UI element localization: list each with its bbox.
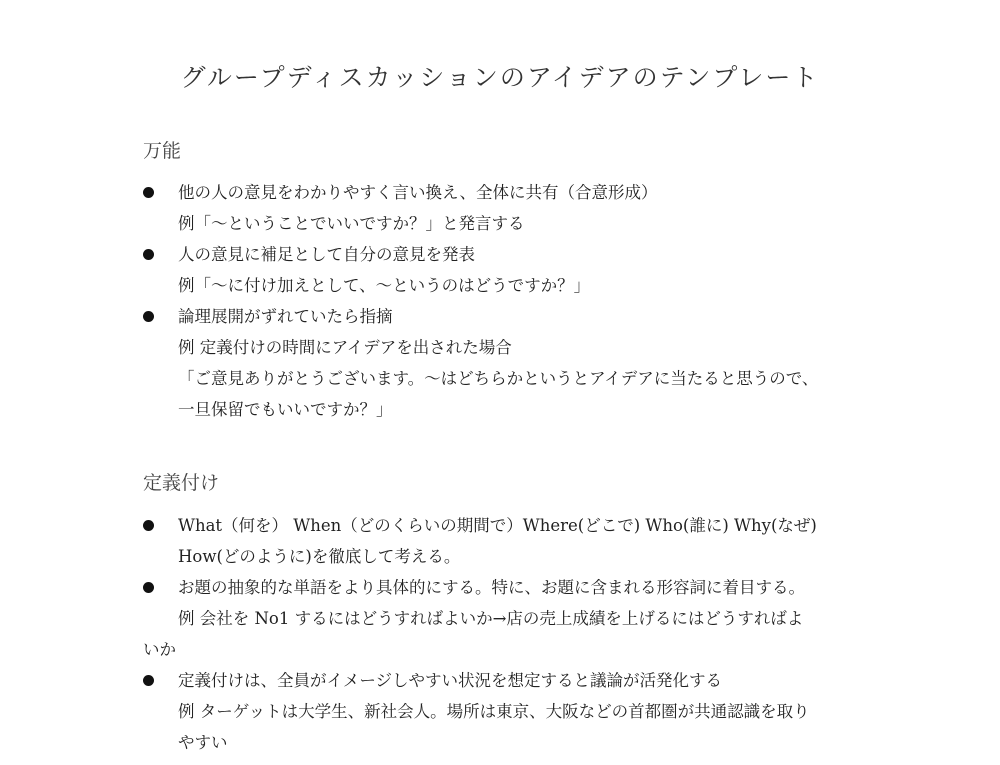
list-item — [0, 665, 1000, 758]
list-item — [0, 177, 1000, 239]
list-item-line: 例 定義付けの時間にアイデアを出された場合 — [178, 338, 512, 357]
list-item-line: 定義付けは、全員がイメージしやすい状況を想定すると議論が活発化する — [178, 671, 723, 690]
list-item — [0, 510, 1000, 572]
list-item-line: 例 ターゲットは大学生、新社会人。場所は東京、大阪などの首都圏が共通認識を取り — [178, 702, 810, 721]
list-item-line: 他の人の意見をわかりやすく言い換え、全体に共有（合意形成） — [178, 183, 658, 202]
list-item-line: 例「～に付け加えとして、～というのはどうですか？」 — [178, 276, 591, 295]
document-title: グループディスカッションのアイデアのテンプレート — [180, 63, 820, 92]
bullet-icon — [143, 187, 154, 198]
bullet-icon — [143, 520, 154, 531]
section-heading-universal: 万能 — [143, 140, 182, 162]
section-heading-definition: 定義付け — [143, 472, 220, 494]
bullet-icon — [143, 311, 154, 322]
list-item — [0, 572, 1000, 665]
list-item-line: 人の意見に補足として自分の意見を発表 — [178, 245, 475, 264]
list-item-line: 例 会社を No1 するにはどうすればよいか→店の売上成績を上げるにはどうすればよ — [178, 609, 804, 628]
list-item-line: 例「～ということでいいですか？」と発言する — [178, 214, 525, 233]
list-item-line: 「ご意見ありがとうございます。～はどちらかというとアイデアに当たると思うので、 — [178, 369, 819, 388]
list-item-line: いか — [143, 640, 176, 659]
section-list-universal — [0, 177, 1000, 425]
list-item-line: How(どのように)を徹底して考える。 — [178, 547, 461, 566]
list-item — [0, 301, 1000, 425]
list-item-line: お題の抽象的な単語をより具体的にする。特に、お題に含まれる形容詞に着目する。 — [178, 578, 805, 597]
list-item — [0, 239, 1000, 301]
list-item-line: What（何を） When（どのくらいの期間で）Where(どこで) Who(誰に) Why(なぜ) — [178, 516, 817, 535]
bullet-icon — [143, 582, 154, 593]
bullet-icon — [143, 249, 154, 260]
bullet-icon — [143, 675, 154, 686]
list-item-line: やすい — [178, 733, 228, 752]
list-item-line: 論理展開がずれていたら指摘 — [178, 307, 393, 326]
list-item-line: 一旦保留でもいいですか？」 — [178, 400, 393, 419]
section-list-definition — [0, 510, 1000, 758]
